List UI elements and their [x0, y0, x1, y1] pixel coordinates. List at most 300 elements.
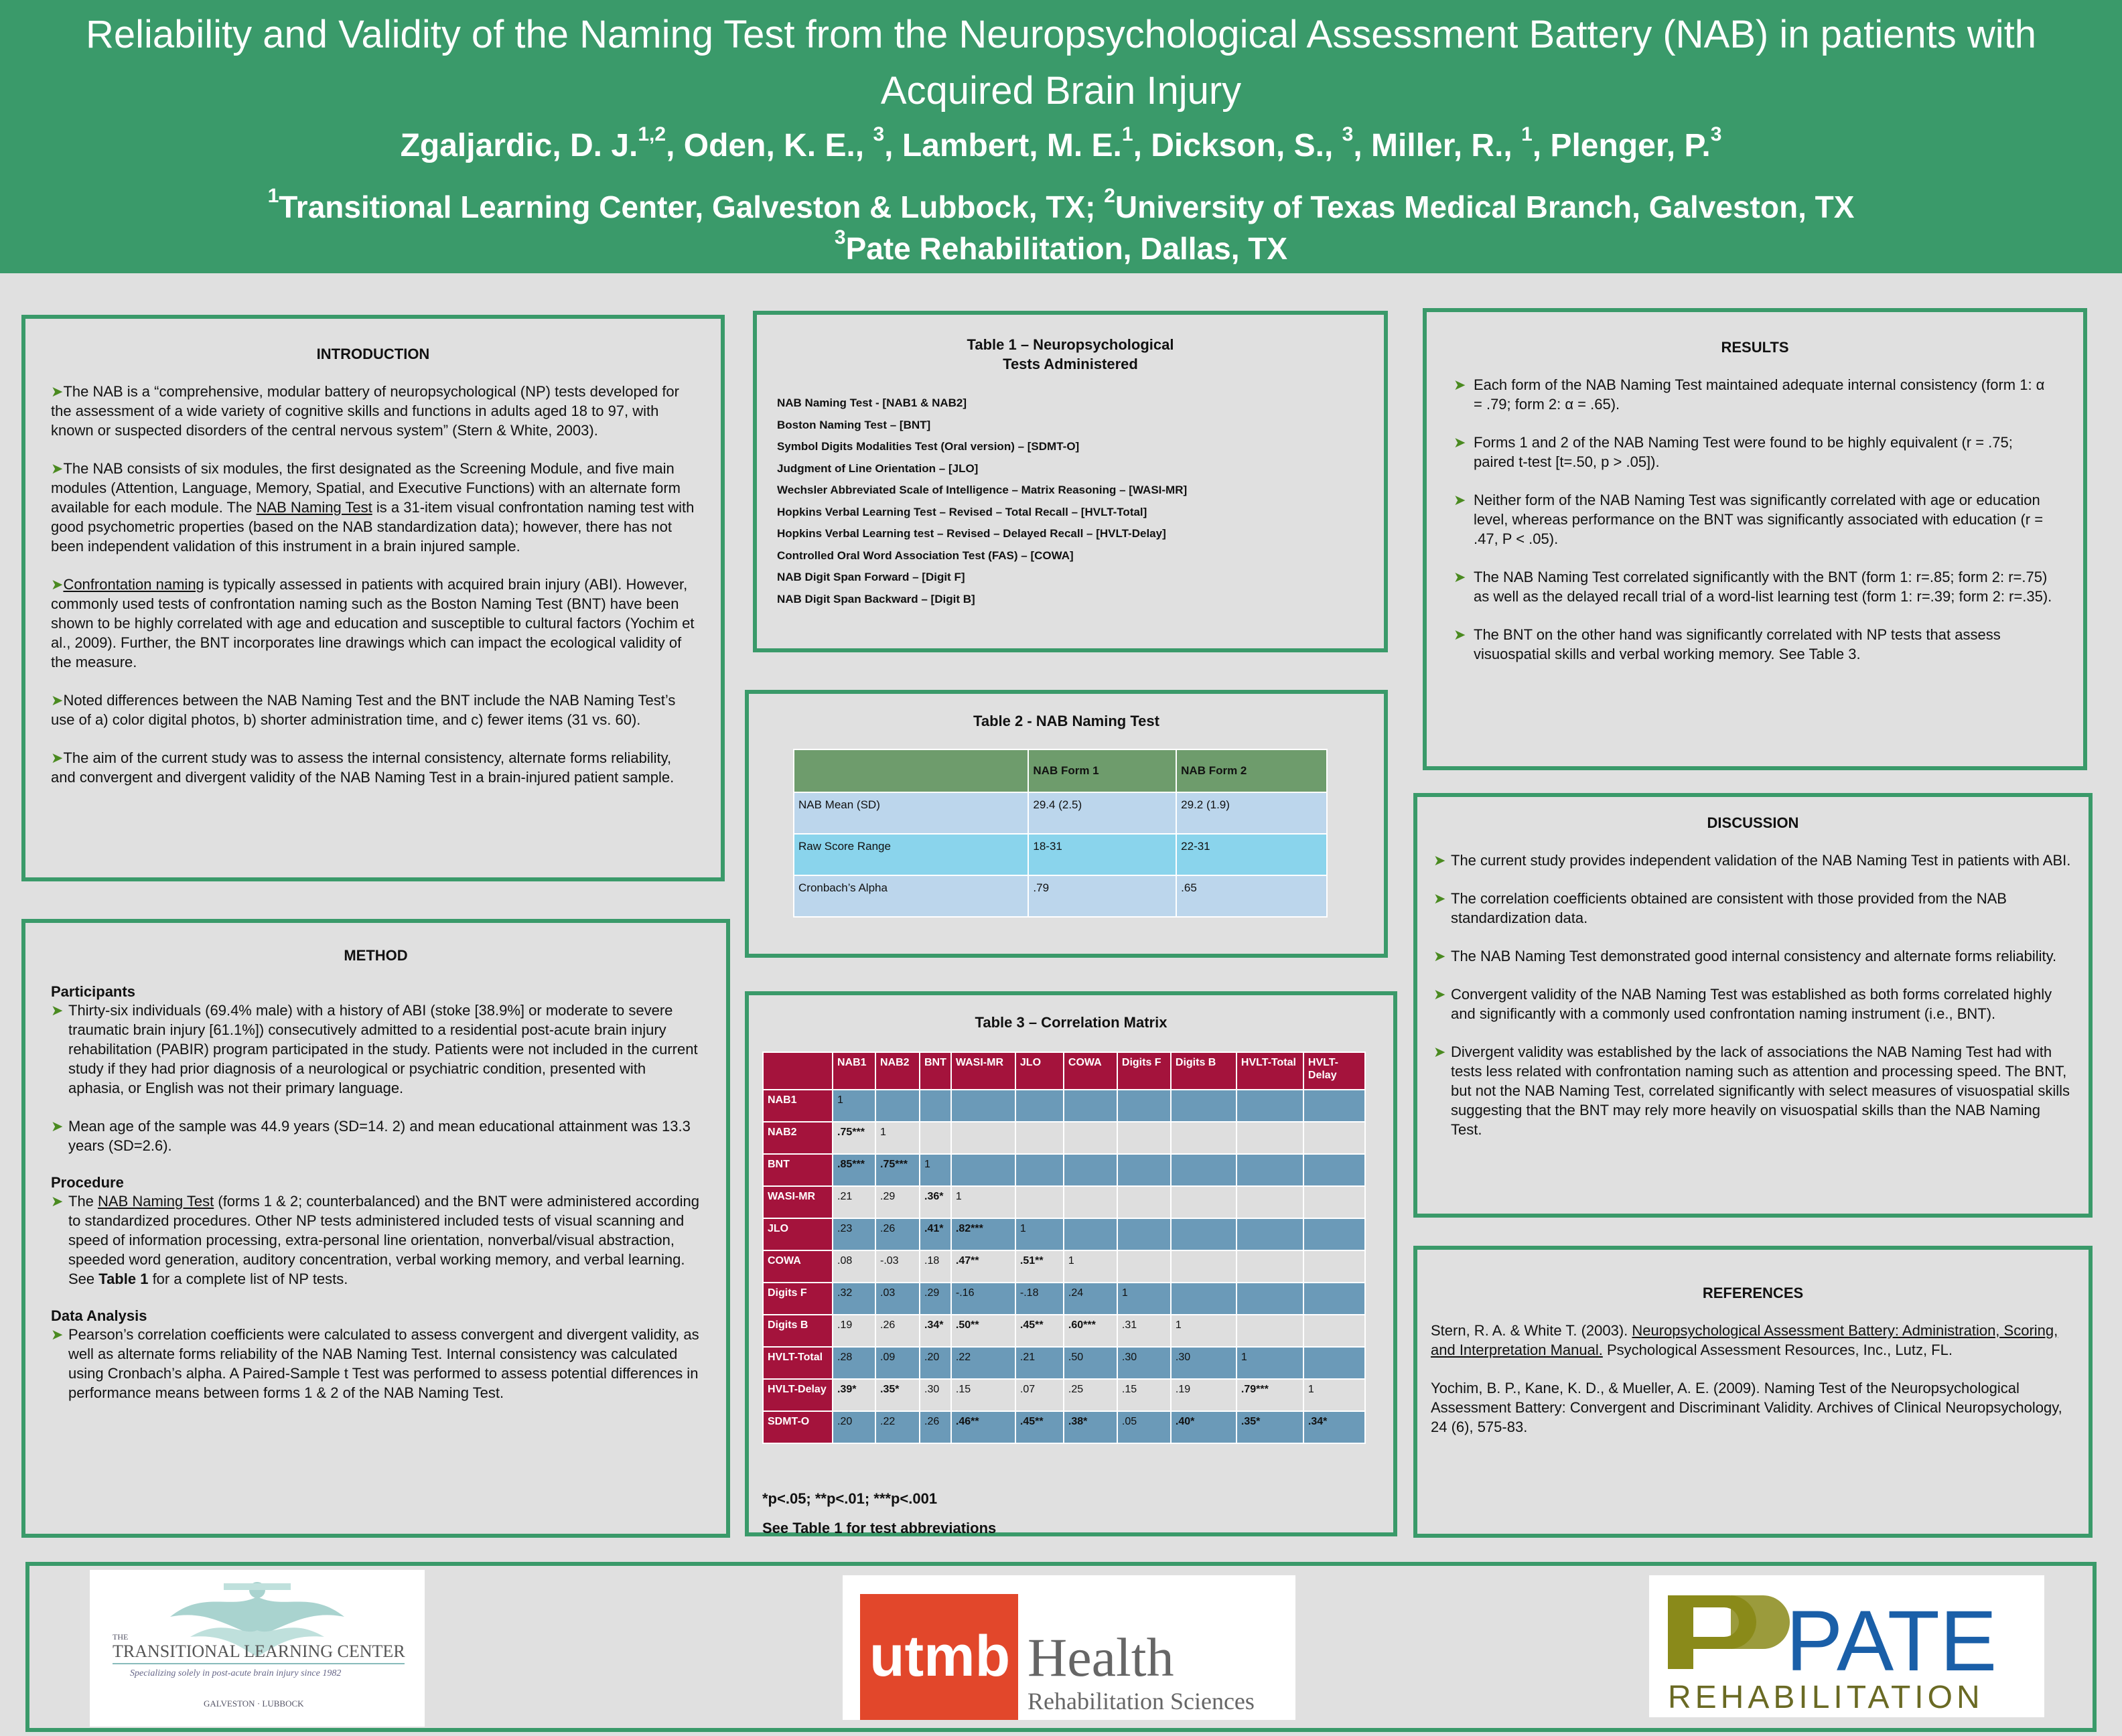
arrow-bullet-icon: ➤: [1454, 434, 1466, 451]
table-cell: .21: [1015, 1347, 1064, 1379]
tlc-logo-text: Specializing solely in post-acute brain injury since 1982: [130, 1668, 342, 1678]
arrow-bullet-icon: ➤: [51, 460, 64, 477]
arrow-bullet-icon: ➤: [51, 692, 64, 709]
table-cell: [1015, 1186, 1064, 1218]
column-header: NAB1: [833, 1052, 875, 1090]
table-cell: NAB Form 2: [1176, 749, 1327, 792]
bullet-text: The: [68, 1193, 98, 1210]
bullet-item: [51, 1001, 701, 1098]
column-header: HVLT-Total: [1236, 1052, 1303, 1090]
bullet-item: [1433, 889, 2072, 928]
table-cell: 18-31: [1028, 834, 1176, 875]
test-list-item: Hopkins Verbal Learning Test – Revised – Total Recall – [HVLT-Total]: [777, 505, 1147, 518]
table-cell: [1171, 1283, 1236, 1315]
affiliation: Transitional Learning Center, Galveston & Lubbock, TX;: [279, 190, 1096, 224]
table-cell: [1171, 1090, 1236, 1122]
table-cell: .30: [1117, 1347, 1171, 1379]
section-title: METHOD: [344, 947, 408, 964]
bullet-text: Divergent validity was established by the lack of associations the NAB Naming Test had with tests less related with confrontation naming such as attention and processing speed. The BNT, but not the NAB Naming Test, correlated significantly with select measures of visuospatial skills suggesting that the BNT may rely more heavily on visuospatial skills than the NAB Naming Test.: [1451, 1043, 2070, 1138]
pate-logo-icon: [1649, 1575, 2044, 1717]
tlc-logo-text: THE: [113, 1632, 129, 1642]
table-cell: [1236, 1122, 1303, 1154]
references-panel: [1413, 1246, 2093, 1538]
author-line: Zgaljardic, D. J.$^{1,2}$, Oden, K. E., $^3$, Lambert, M. E.$^1$, Dickson, S., $^3$, Miller, R., $^1$, Plenger, P.$^3$: [400, 123, 1722, 163]
table-cell: .31: [1117, 1315, 1171, 1347]
underlined-term: Confrontation naming: [63, 576, 204, 593]
table-row: [763, 1250, 1365, 1283]
table-cell: .25: [1064, 1379, 1117, 1411]
intro-paragraph: [51, 748, 695, 787]
significance-note: *p<.05; **p<.01; ***p<.001: [762, 1490, 938, 1507]
test-list-item: Wechsler Abbreviated Scale of Intelligence – Matrix Reasoning – [WASI-MR]: [777, 484, 1188, 496]
table-cell: .23: [833, 1218, 875, 1250]
table-cell: .34*: [920, 1315, 951, 1347]
table-cell: [1117, 1154, 1171, 1186]
row-label: SDMT-O: [763, 1411, 833, 1443]
affiliation-line: [0, 185, 2122, 225]
table-cell: [1236, 1218, 1303, 1250]
table-cell: .15: [951, 1379, 1015, 1411]
table-cell: .75***: [833, 1122, 875, 1154]
table-cell: .29: [875, 1186, 920, 1218]
row-label: Digits F: [763, 1283, 833, 1315]
table-cell: [1015, 1122, 1064, 1154]
nab-naming-table: [793, 749, 1328, 918]
bullet-text: Pearson’s correlation coefficients were calculated to assess convergent and divergent validity, as well as alternate forms reliability of the NAB Naming Test. Internal consistency was calculated using Cronbach’s alpha. A Paired-Sample t Test was performed to assess potential differences in performance means between forms 1 & 2 of the NAB Naming Test.: [68, 1326, 699, 1401]
arrow-bullet-icon: ➤: [51, 1002, 64, 1019]
author: Miller, R.: [1371, 128, 1504, 163]
discussion-panel: [1413, 793, 2093, 1218]
table-cell: [1117, 1250, 1171, 1283]
affiliation: University of Texas Medical Branch, Galveston, TX: [1115, 190, 1855, 224]
section-title: RESULTS: [1721, 339, 1789, 356]
arrow-bullet-icon: ➤: [51, 1193, 64, 1210]
column-header: COWA: [1064, 1052, 1117, 1090]
table-cell: .03: [875, 1283, 920, 1315]
arrow-bullet-icon: ➤: [1433, 986, 1446, 1003]
table-cell: [1064, 1186, 1117, 1218]
intro-paragraph: [51, 382, 695, 440]
column-header: [763, 1052, 833, 1090]
table-cell: [951, 1090, 1015, 1122]
bullet-item: [1454, 567, 2056, 606]
table-header-row: [763, 1052, 1365, 1090]
table-cell: .50**: [951, 1315, 1015, 1347]
column-header: Digits F: [1117, 1052, 1171, 1090]
pate-wordmark: PATE: [1786, 1593, 1997, 1689]
column-header: BNT: [920, 1052, 951, 1090]
utmb-wordmark: utmb: [869, 1624, 1011, 1688]
test-list-item: Controlled Oral Word Association Test (FAS) – [COWA]: [777, 549, 1074, 562]
table-cell: .22: [951, 1347, 1015, 1379]
table-cell: .08: [833, 1250, 875, 1283]
bullet-text: Forms 1 and 2 of the NAB Naming Test were found to be highly equivalent (r = .75; paired t-test [t=.50, p > .05]).: [1474, 434, 2013, 470]
subsection-heading: Data Analysis: [51, 1307, 147, 1324]
transitional-learning-center-logo: [90, 1570, 425, 1727]
arrow-bullet-icon: ➤: [1433, 948, 1446, 964]
test-list-item: Hopkins Verbal Learning test – Revised – Delayed Recall – [HVLT-Delay]: [777, 527, 1166, 540]
poster-title: Reliability and Validity of the Naming Test from the Neuropsychological Assessment Battery (NAB) in patients with Acquired Brain Injury: [85, 13, 2037, 113]
arrow-bullet-icon: ➤: [51, 1326, 64, 1343]
table-cell: Raw Score Range: [794, 834, 1028, 875]
table-cell: Cronbach’s Alpha: [794, 875, 1028, 917]
author: Zgaljardic, D. J.: [400, 128, 638, 163]
poster-header: [0, 0, 2122, 273]
subsection-heading: Participants: [51, 983, 135, 1000]
results-panel: [1423, 308, 2087, 770]
table-cell: .26: [920, 1411, 951, 1443]
table-cell: .18: [920, 1250, 951, 1283]
row-label: NAB2: [763, 1122, 833, 1154]
table-cell: [1171, 1154, 1236, 1186]
table-cell: 1: [1117, 1283, 1171, 1315]
table-row: [763, 1090, 1365, 1122]
table-cell: .34*: [1303, 1411, 1365, 1443]
test-list-item: Judgment of Line Orientation – [JLO]: [777, 461, 979, 475]
table-title: Table 3 – Correlation Matrix: [975, 1014, 1168, 1031]
row-label: HVLT-Total: [763, 1347, 833, 1379]
table-cell: [1236, 1315, 1303, 1347]
author: Dickson, S.: [1151, 128, 1324, 163]
table-cell: -.18: [1015, 1283, 1064, 1315]
table-row: [763, 1315, 1365, 1347]
bullet-item: [1433, 1042, 2072, 1139]
affiliation-line: [0, 226, 2122, 267]
table-cell: NAB Mean (SD): [794, 792, 1028, 834]
table-cell: [1117, 1122, 1171, 1154]
table-row: [763, 1347, 1365, 1379]
table-cell: .50: [1064, 1347, 1117, 1379]
table-cell: [1236, 1186, 1303, 1218]
table-cell: .65: [1176, 875, 1327, 917]
table-cell: .15: [1117, 1379, 1171, 1411]
arrow-bullet-icon: ➤: [1454, 492, 1466, 508]
bullet-text: (forms 1 & 2; counterbalanced) and the BNT were administered according to standardized procedures. Other NP tests administered included tests of visual scanning and speed of information processing, extra-personal line orientation, nonverbal/visual abstraction, speeded word generation, auditory concentration, verbal working memory, and verbal learning. See: [68, 1193, 699, 1287]
section-title: REFERENCES: [1702, 1285, 1804, 1301]
paragraph-text: The NAB is a “comprehensive, modular battery of neuropsychological (NP) tests developed for the assessment of a wide variety of cognitive skills and functions in adults aged 18 to 97, with known or suspected disorders of the central nervous system” (Stern & White, 2003).: [51, 383, 679, 439]
table-cell: 29.2 (1.9): [1176, 792, 1327, 834]
table-cell: 1: [951, 1186, 1015, 1218]
table-cell: .26: [875, 1218, 920, 1250]
test-list-item: NAB Digit Span Backward – [Digit B]: [777, 592, 975, 605]
section-title: INTRODUCTION: [316, 346, 430, 362]
table-cell: .19: [1171, 1379, 1236, 1411]
paragraph-text: The NAB consists of six modules, the first designated as the Screening Module, and five main modules (Attention, Language, Memory, Spatial, and Executive Functions) with an alternate form available for each module. The: [51, 460, 681, 516]
table-cell: .20: [920, 1347, 951, 1379]
table-row: [794, 875, 1327, 917]
row-label: BNT: [763, 1154, 833, 1186]
author-affil-sup: 3: [873, 123, 885, 145]
bullet-item: [1433, 985, 2072, 1023]
table-cell: .30: [920, 1379, 951, 1411]
table-cell: .09: [875, 1347, 920, 1379]
table-cell: 1: [1064, 1250, 1117, 1283]
table-cell: .85***: [833, 1154, 875, 1186]
table-cell: [1303, 1347, 1365, 1379]
bullet-item: [1454, 375, 2056, 414]
affil-sup: 3: [834, 226, 846, 248]
table-cell: [1171, 1250, 1236, 1283]
table-cell: 29.4 (2.5): [1028, 792, 1176, 834]
table-cell: [1064, 1154, 1117, 1186]
table-cell: [1064, 1218, 1117, 1250]
table-cell: [1117, 1090, 1171, 1122]
table-cell: .79***: [1236, 1379, 1303, 1411]
table-cell: .45**: [1015, 1411, 1064, 1443]
arrow-bullet-icon: ➤: [1433, 1043, 1446, 1060]
table-cell: .39*: [833, 1379, 875, 1411]
underlined-term: NAB Naming Test: [256, 499, 372, 516]
affil-sup: 2: [1104, 185, 1115, 207]
table1-panel: [753, 311, 1388, 652]
table-cell: .21: [833, 1186, 875, 1218]
column-header: JLO: [1015, 1052, 1064, 1090]
introduction-panel: [21, 315, 725, 881]
underlined-term: NAB Naming Test: [98, 1193, 214, 1210]
table-cell: .75***: [875, 1154, 920, 1186]
intro-paragraph: [51, 575, 695, 672]
column-header: NAB2: [875, 1052, 920, 1090]
row-label: NAB1: [763, 1090, 833, 1122]
table-cell: 1: [920, 1154, 951, 1186]
table-cell: [1303, 1090, 1365, 1122]
table-cell: .45**: [1015, 1315, 1064, 1347]
table-cell: .51**: [1015, 1250, 1064, 1283]
table-cell: .19: [833, 1315, 875, 1347]
affil-sup: 1: [267, 185, 279, 207]
table-cell: [1117, 1186, 1171, 1218]
bullet-text: The current study provides independent validation of the NAB Naming Test in patients with ABI.: [1451, 852, 2071, 869]
table-cell: .40*: [1171, 1411, 1236, 1443]
table-cell: .79: [1028, 875, 1176, 917]
bullet-text: Each form of the NAB Naming Test maintained adequate internal consistency (form 1: α = .79; form 2: α = .65).: [1474, 376, 2045, 413]
pate-subtitle-text: REHABILITATION: [1668, 1680, 1984, 1715]
row-label: Digits B: [763, 1315, 833, 1347]
table-cell: .35*: [875, 1379, 920, 1411]
table-cell: 1: [1303, 1379, 1365, 1411]
tlc-emblem-icon: [90, 1570, 425, 1727]
arrow-bullet-icon: ➤: [51, 749, 64, 766]
table-title-line: Tests Administered: [1003, 356, 1138, 372]
table-title: [777, 335, 1364, 374]
arrow-bullet-icon: ➤: [1433, 890, 1446, 907]
bullet-item: [51, 1325, 701, 1402]
section-title: DISCUSSION: [1707, 814, 1799, 831]
column-header: Digits B: [1171, 1052, 1236, 1090]
table-cell: [1303, 1250, 1365, 1283]
table-title-line: Table 1 – Neuropsychological: [967, 336, 1174, 353]
reference-item: [1431, 1321, 2075, 1360]
bullet-item: [1454, 490, 2056, 549]
reference-text: Psychological Assessment Resources, Inc., Lutz, FL.: [1602, 1342, 1953, 1358]
intro-paragraph: [51, 459, 695, 556]
table-title: Table 2 - NAB Naming Test: [973, 713, 1159, 729]
bullet-text: The NAB Naming Test demonstrated good internal consistency and alternate forms reliability.: [1451, 948, 2057, 964]
table-header-row: [794, 749, 1327, 792]
author-affil-sup: 3: [1342, 123, 1354, 145]
paragraph-text: is typically assessed in patients with acquired brain injury (ABI). However, commonly used tests of confrontation naming such as the Boston Naming Test (BNT) have been shown to be highly correlated with age and education and susceptible to cultural factors (Yochim et al., 2009). Further, the BNT incorporates line drawings which can impact the ecological validity of the measure.: [51, 576, 695, 670]
bullet-text: The BNT on the other hand was significantly correlated with NP tests that assess visuospatial skills and verbal working memory. See Table 3.: [1474, 626, 2001, 662]
table-cell: .47**: [951, 1250, 1015, 1283]
row-label: COWA: [763, 1250, 833, 1283]
paragraph-text: Noted differences between the NAB Naming Test and the BNT include the NAB Naming Test’s use of a) color digital photos, b) shorter administration time, and c) fewer items (31 vs. 60).: [51, 692, 676, 728]
bullet-text: Convergent validity of the NAB Naming Test was established as both forms correlated highly and significantly with a commonly used confrontation naming instrument (i.e., BNT).: [1451, 986, 2052, 1022]
test-list-item: Symbol Digits Modalities Test (Oral version) – [SDMT-O]: [777, 440, 1080, 453]
arrow-bullet-icon: ➤: [1454, 376, 1466, 393]
table-cell: [1303, 1315, 1365, 1347]
table-cell: NAB Form 1: [1028, 749, 1176, 792]
utmb-health-text: Health: [1028, 1627, 1174, 1688]
subsection-heading: Procedure: [51, 1174, 124, 1191]
table-cell: .60***: [1064, 1315, 1117, 1347]
method-panel: [21, 919, 730, 1538]
bullet-item: [1454, 433, 2056, 472]
bullet-item: [51, 1191, 701, 1289]
reference-title: Neuropsychological Assessment Battery: Administration, Scoring, and Interpretation Manual.: [1431, 1322, 2058, 1358]
bullet-text: for a complete list of NP tests.: [148, 1271, 348, 1287]
table-cell: -.03: [875, 1250, 920, 1283]
table-cell: .46**: [951, 1411, 1015, 1443]
author-affil-sup: 1,2: [638, 123, 666, 145]
table-cell: [1303, 1122, 1365, 1154]
table-cell: .05: [1117, 1411, 1171, 1443]
table-row: [794, 792, 1327, 834]
bullet-item: [51, 1116, 701, 1155]
table2-panel: [745, 690, 1388, 958]
table-cell: [794, 749, 1028, 792]
table-cell: [1236, 1154, 1303, 1186]
table-cell: [1171, 1186, 1236, 1218]
table-footnote: [762, 1484, 996, 1543]
table-cell: [1117, 1218, 1171, 1250]
author-affil-sup: 3: [1710, 123, 1722, 145]
table-cell: .28: [833, 1347, 875, 1379]
table-row: [763, 1411, 1365, 1443]
table-cell: [1015, 1090, 1064, 1122]
arrow-bullet-icon: ➤: [1433, 852, 1446, 869]
table-cell: .32: [833, 1283, 875, 1315]
table-cell: .36*: [920, 1186, 951, 1218]
bullet-item: [1454, 625, 2056, 664]
table-cell: 22-31: [1176, 834, 1327, 875]
table3-panel: [745, 991, 1397, 1536]
arrow-bullet-icon: ➤: [1454, 569, 1466, 585]
bullet-text: Neither form of the NAB Naming Test was significantly correlated with age or education level, whereas performance on the BNT was significantly associated with education (r = .47, P < .05).: [1474, 492, 2044, 547]
tlc-logo-text: GALVESTON · LUBBOCK: [204, 1698, 304, 1709]
author: Oden, K. E.: [683, 128, 855, 163]
table-row: [763, 1379, 1365, 1411]
test-list: [777, 392, 1364, 610]
table-cell: .22: [875, 1411, 920, 1443]
bullet-text: Mean age of the sample was 44.9 years (SD=14. 2) and mean educational attainment was 13.3 years (SD=2.6).: [68, 1118, 691, 1154]
table-cell: [1236, 1283, 1303, 1315]
column-header: HVLT-Delay: [1303, 1052, 1365, 1090]
paragraph-text: The aim of the current study was to assess the internal consistency, alternate forms reliability, and convergent and divergent validity of the NAB Naming Test in a brain-injured patient sample.: [51, 749, 675, 786]
tlc-logo-text: TRANSITIONAL LEARNING CENTER: [113, 1642, 405, 1661]
arrow-bullet-icon: ➤: [1454, 626, 1466, 643]
author-affil-sup: 1: [1121, 123, 1133, 145]
table-row: [763, 1283, 1365, 1315]
table-cell: -.16: [951, 1283, 1015, 1315]
utmb-logo-icon: [843, 1575, 1295, 1720]
table-cell: [1236, 1250, 1303, 1283]
table-cell: [1303, 1218, 1365, 1250]
table-cell: 1: [1015, 1218, 1064, 1250]
reference-item: Yochim, B. P., Kane, K. D., & Mueller, A. E. (2009). Naming Test of the Neuropsychological Assessment Battery: Convergent and Discriminant Validity. Archives of Clinical Neuropsychology, 24 (6), 575-83.: [1431, 1380, 2062, 1435]
author: Lambert, M. E.: [902, 128, 1122, 163]
paragraph-text: is a 31-item visual confrontation naming test with good psychometric properties (based on the NAB standardization data); however, there has not been independent validation of this instrument in a brain injured sample.: [51, 499, 695, 555]
table-cell: 1: [875, 1122, 920, 1154]
table-cell: [920, 1090, 951, 1122]
table-cell: [1015, 1154, 1064, 1186]
table-cell: [875, 1090, 920, 1122]
table-cell: .29: [920, 1283, 951, 1315]
row-label: WASI-MR: [763, 1186, 833, 1218]
row-label: JLO: [763, 1218, 833, 1250]
bullet-item: [1433, 946, 2072, 966]
table-row: [794, 834, 1327, 875]
bullet-text: The correlation coefficients obtained are consistent with those provided from the NAB standardization data.: [1451, 890, 2007, 926]
table-cell: .30: [1171, 1347, 1236, 1379]
bullet-text: The NAB Naming Test correlated significantly with the BNT (form 1: r=.85; form 2: r=.75) as well as the delayed recall trial of a word-list learning test (form 1: r=.39; form 2: r=.35).: [1474, 569, 2052, 605]
table-cell: .41*: [920, 1218, 951, 1250]
bold-reference: Table 1: [98, 1271, 149, 1287]
utmb-subtitle-text: Rehabilitation Sciences: [1028, 1688, 1255, 1715]
table-cell: [1236, 1090, 1303, 1122]
reference-text: Stern, R. A. & White T. (2003).: [1431, 1322, 1632, 1339]
table-row: [763, 1122, 1365, 1154]
table-cell: [1171, 1122, 1236, 1154]
pate-rehabilitation-logo: [1649, 1575, 2044, 1717]
test-list-item: NAB Digit Span Forward – [Digit F]: [777, 571, 965, 583]
table-cell: 1: [833, 1090, 875, 1122]
table-cell: 1: [1236, 1347, 1303, 1379]
table-cell: .26: [875, 1315, 920, 1347]
utmb-health-logo: [843, 1575, 1295, 1720]
bullet-item: [1433, 851, 2072, 870]
column-header: WASI-MR: [951, 1052, 1015, 1090]
table-cell: [951, 1154, 1015, 1186]
arrow-bullet-icon: ➤: [51, 383, 64, 400]
table-cell: [1303, 1283, 1365, 1315]
arrow-bullet-icon: ➤: [51, 576, 64, 593]
table-row: [763, 1186, 1365, 1218]
table-cell: [1303, 1154, 1365, 1186]
intro-paragraph: [51, 691, 695, 729]
test-list-item: Boston Naming Test – [BNT]: [777, 418, 931, 431]
table-cell: [1064, 1090, 1117, 1122]
table-cell: [920, 1122, 951, 1154]
logo-footer: [25, 1562, 2097, 1732]
table-cell: [951, 1122, 1015, 1154]
table-cell: .35*: [1236, 1411, 1303, 1443]
table-cell: .07: [1015, 1379, 1064, 1411]
table-cell: .24: [1064, 1283, 1117, 1315]
abbreviation-note: See Table 1 for test abbreviations: [762, 1520, 997, 1536]
table-cell: .38*: [1064, 1411, 1117, 1443]
author-affil-sup: 1: [1521, 123, 1533, 145]
bullet-text: Thirty-six individuals (69.4% male) with a history of ABI (stoke [38.9%] or moderate to severe traumatic brain injury [61.1%]) consecutively admitted to a residential post-acute brain injury rehabilitation (PABIR) program participated in the study. Patients were not included in the current study if they had prior diagnosis of a neurological or psychiatric condition, presented with aphasia, or English was not their primary language.: [68, 1002, 698, 1096]
table-cell: [1303, 1186, 1365, 1218]
test-list-item: NAB Naming Test - [NAB1 & NAB2]: [777, 396, 967, 409]
affiliation: Pate Rehabilitation, Dallas, TX: [845, 231, 1288, 266]
row-label: HVLT-Delay: [763, 1379, 833, 1411]
table-row: [763, 1154, 1365, 1186]
author: Plenger, P.: [1550, 128, 1711, 163]
table-cell: [1171, 1218, 1236, 1250]
table-cell: .20: [833, 1411, 875, 1443]
table-cell: 1: [1171, 1315, 1236, 1347]
